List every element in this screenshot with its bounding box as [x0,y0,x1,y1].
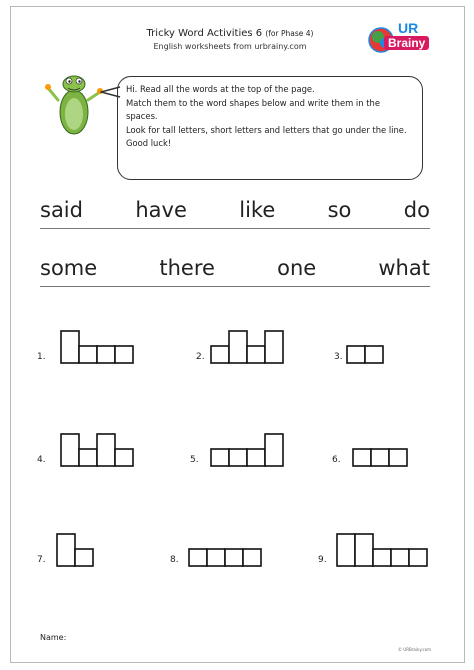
tall-letter-box[interactable] [265,434,283,466]
word-bank-word: there [159,256,215,280]
frog-mascot-icon [44,70,104,140]
instruction-line-1: Hi. Read all the words at the top of the page. [126,84,315,94]
tall-letter-box[interactable] [61,434,79,466]
instruction-line-2: Match them to the word shapes below and write them in the spaces. [126,97,380,121]
exercise-number: 6. [332,455,341,465]
tall-letter-box[interactable] [57,534,75,566]
word-bank-row-2 [40,256,430,280]
exercise-number: 2. [196,352,205,362]
tall-letter-box[interactable] [355,534,373,566]
tall-letter-box[interactable] [97,434,115,466]
word-shape-boxes[interactable] [210,330,284,364]
short-letter-box[interactable] [115,449,133,466]
short-letter-box[interactable] [373,549,391,566]
short-letter-box[interactable] [389,449,407,466]
short-letter-box[interactable] [75,549,93,566]
word-bank-word: said [40,198,83,222]
word-bank-line-2 [40,286,430,287]
word-bank-word: what [378,256,430,280]
exercise-number: 1. [37,352,46,362]
title-text: Tricky Word Activities 6 [146,28,263,39]
copyright-text: © URBrainy.com [398,647,432,652]
word-shape-boxes[interactable] [60,433,134,467]
word-bank-word: one [277,256,317,280]
short-letter-box[interactable] [115,346,133,363]
tall-letter-box[interactable] [337,534,355,566]
short-letter-box[interactable] [79,449,97,466]
short-letter-box[interactable] [365,346,383,363]
exercise-number: 4. [37,455,46,465]
word-bank-word: like [239,198,276,222]
short-letter-box[interactable] [189,549,207,566]
instructions-bubble [117,76,423,180]
tall-letter-box[interactable] [61,331,79,363]
worksheet-title [130,28,330,40]
exercise-number: 9. [318,555,327,565]
exercise-number: 7. [37,555,46,565]
word-shape-boxes[interactable] [56,533,94,567]
short-letter-box[interactable] [247,449,265,466]
tall-letter-box[interactable] [265,331,283,363]
short-letter-box[interactable] [79,346,97,363]
short-letter-box[interactable] [229,449,247,466]
short-letter-box[interactable] [391,549,409,566]
short-letter-box[interactable] [347,346,365,363]
short-letter-box[interactable] [247,346,265,363]
word-bank-word: so [327,198,352,222]
word-shape-boxes[interactable] [336,533,428,567]
short-letter-box[interactable] [207,549,225,566]
short-letter-box[interactable] [211,346,229,363]
name-label: Name: [40,633,67,642]
instruction-line-3: Look for tall letters, short letters and letters that go under the line. Good luck! [126,124,407,148]
worksheet-subtitle: English worksheets from urbrainy.com [153,42,307,51]
exercise-number: 5. [190,455,199,465]
short-letter-box[interactable] [97,346,115,363]
short-letter-box[interactable] [371,449,389,466]
short-letter-box[interactable] [243,549,261,566]
word-bank-word: have [135,198,187,222]
tall-letter-box[interactable] [229,331,247,363]
word-shape-boxes[interactable] [346,330,384,364]
logo-brainy-text: Brainy [384,36,429,50]
word-bank-word: do [403,198,430,222]
word-shape-boxes[interactable] [210,433,284,467]
title-phase: (for Phase 4) [265,29,314,38]
short-letter-box[interactable] [353,449,371,466]
word-bank-line-1 [40,228,430,229]
exercise-number: 8. [170,555,179,565]
word-shape-boxes[interactable] [60,330,134,364]
short-letter-box[interactable] [409,549,427,566]
word-bank-row-1 [40,198,430,222]
exercise-number: 3. [334,352,343,362]
word-bank-word: some [40,256,98,280]
word-shape-boxes[interactable] [188,533,262,567]
word-shape-boxes[interactable] [352,433,408,467]
short-letter-box[interactable] [225,549,243,566]
logo-ur-text: UR [398,20,419,36]
urbrainy-logo [366,20,458,60]
short-letter-box[interactable] [211,449,229,466]
